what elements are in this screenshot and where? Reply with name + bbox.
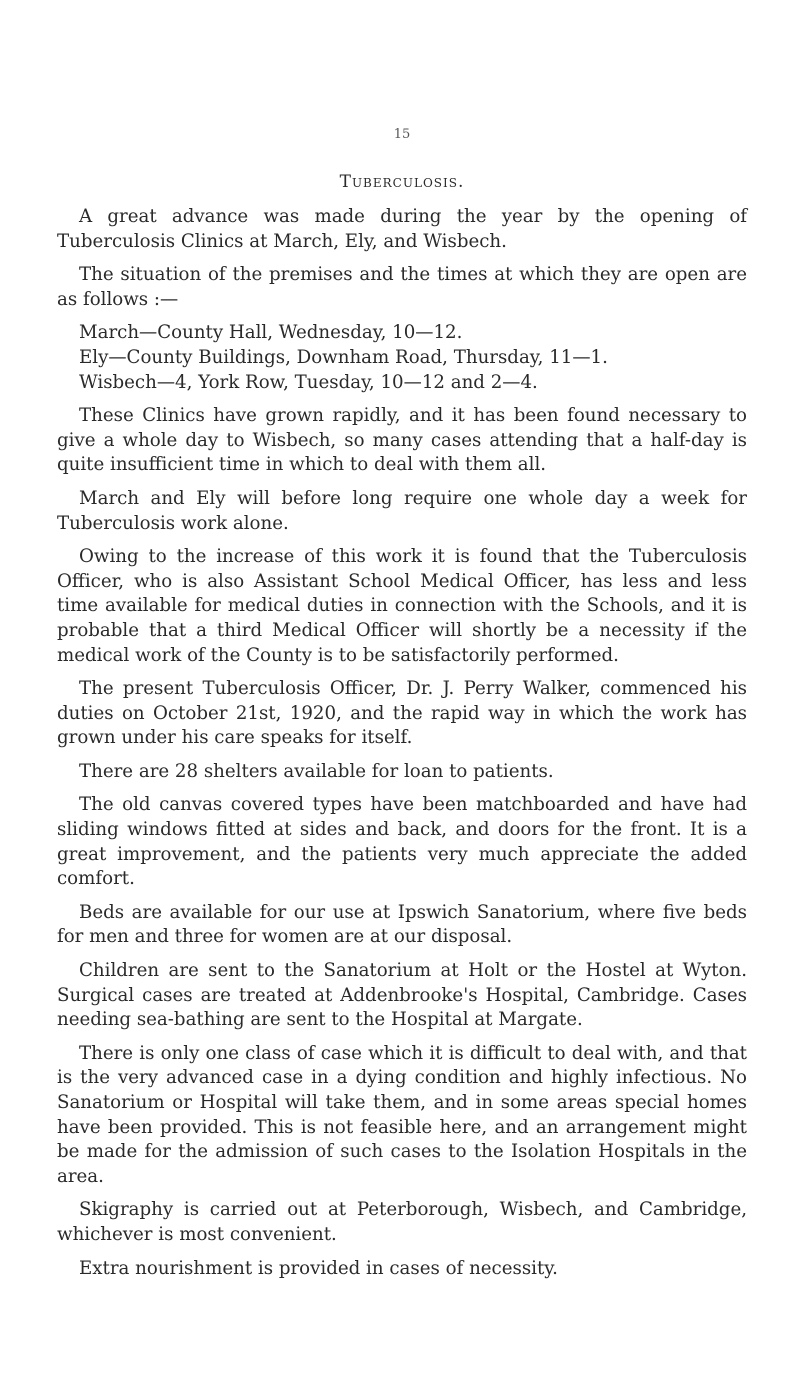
paragraph: Beds are available for our use at Ipswich Sanatorium, where five beds for men and three for women are at our disposal. [57,901,747,948]
schedule-march: March—County Hall, Wednesday, 10—12. [79,322,463,344]
paragraph-intro: A great advance was made during the year by the opening of Tuberculosis Clinics at March, Ely, and Wisbech. [57,206,747,252]
paragraph-premises: The situation of the premises and the times at which they are open are as follows :— [57,264,747,310]
paragraph: There are 28 shelters available for loan to patients. [79,760,554,782]
paragraph: These Clinics have grown rapidly, and it has been found necessary to give a whole day to Wisbech, so many cases attending that a half-day is quite insufficient time in which to deal with them all. [57,405,747,476]
paragraph: Skigraphy is carried out at Peterborough, Wisbech, and Cambridge, whichever is most convenient. [57,1199,747,1245]
paragraph: Extra nourishment is provided in cases of necessity. [79,1257,558,1279]
paragraph: There is only one class of case which it is difficult to deal with, and that is the very advanced case in a dying condition and highly infectious. No Sanatorium or Hospital will take them, and in some areas special homes have been provided. This is not feasible here, and an arrangement might be made for the admission of such cases to the Isolation Hospitals in the area. [57,1042,747,1187]
page-number: 15 [393,127,411,142]
schedule-wisbech: Wisbech—4, York Row, Tuesday, 10—12 and 2—4. [79,371,538,393]
paragraph: March and Ely will before long require one whole day a week for Tuberculosis work alone. [57,487,747,534]
section-heading: Tuberculosis. [339,172,465,192]
paragraph: Children are sent to the Sanatorium at Holt or the Hostel at Wyton. Surgical cases are treated at Addenbrooke's Hospital, Cambridge. Cases needing sea-bathing are sent to the Hospital at Margate. [57,960,747,1031]
paragraph: The old canvas covered types have been matchboarded and have had sliding windows fitted at sides and back, and doors for the front. It is a great improvement, and the patients very much appreciate the added comfort. [57,794,747,890]
body-text [57,205,747,1290]
paragraph: The present Tuberculosis Officer, Dr. J. Perry Walker, commenced his duties on October 21st, 1920, and the rapid way in which the work has grown under his care speaks for itself. [57,678,747,749]
schedule-ely: Ely—County Buildings, Downham Road, Thursday, 11—1. [79,346,608,368]
paragraph: Owing to the increase of this work it is found that the Tuberculosis Officer, who is also Assistant School Medical Officer, has less and less time available for medical duties in connection with the Schools, and it is probable that a third Medical Officer will shortly be a necessity if the medical work of the County is to be satisfactorily performed. [57,546,747,666]
clinic-schedule [57,321,747,395]
